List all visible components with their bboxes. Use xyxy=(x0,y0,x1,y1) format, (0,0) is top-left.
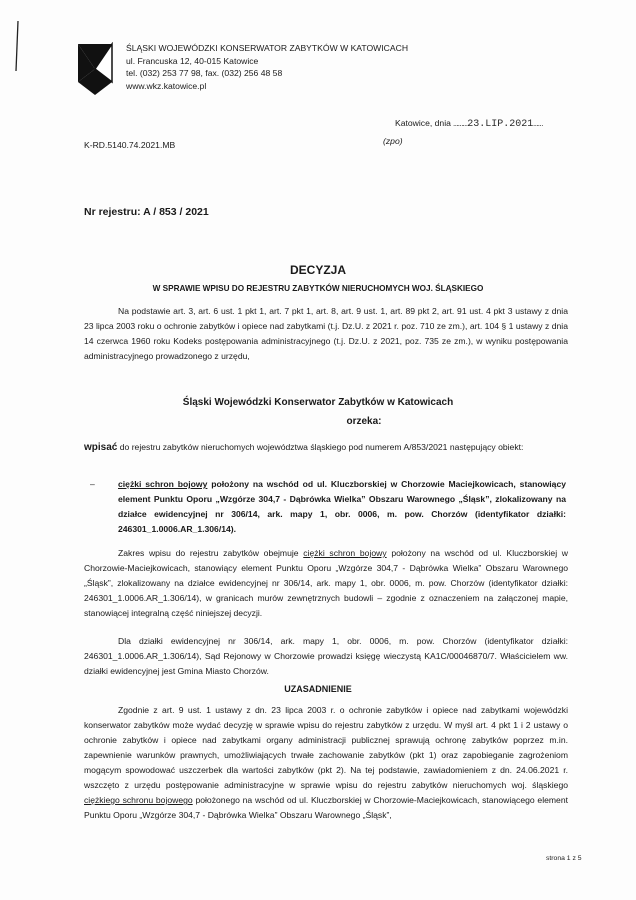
case-signature: K-RD.5140.74.2021.MB xyxy=(84,140,176,150)
justification-after: położonego na wschód od ul. Kluczborskiej w Chorzowie-Maciejkowicach, stanowiącego element Punktu Oporu „Wzgórze 304,7 - Dąbrówka Wielka” Obszaru Warownego „Śląsk”, xyxy=(84,795,568,820)
document-title: DECYZJA xyxy=(289,263,346,277)
scope-paragraph xyxy=(84,546,568,621)
date-stamp: 23.LIP.2021 xyxy=(467,119,534,130)
margin-pen-mark xyxy=(14,20,20,72)
justification-paragraph xyxy=(84,703,568,823)
object-name: ciężki schron bojowy xyxy=(118,479,208,489)
institution-phone: tel. (032) 253 77 98, fax. (032) 256 48 58 xyxy=(126,68,283,78)
land-register-paragraph: Dla działki ewidencyjnej nr 306/14, ark. mapy 1, obr. 0006, m. pow. Chorzów (identyfikator działki: 246301_1.0006.AR_1.306/14), Sąd Rejonowy w Chorzowie prowadzi księgę wieczystą KA1C/00046870/7. Właścicielem ww. działki ewidencyjnej jest Gmina Miasto Chorzów. xyxy=(84,636,568,676)
registry-number xyxy=(84,206,209,218)
registry-value: A / 853 / 2021 xyxy=(143,206,209,218)
registry-label: Nr rejestru: xyxy=(84,206,141,218)
scope-before: Zakres wpisu do rejestru zabytków obejmuje xyxy=(118,548,304,558)
date-dots-before: ……… xyxy=(453,119,468,129)
ruling-word: orzeka: xyxy=(346,416,382,427)
entry-verb: wpisać xyxy=(84,442,118,453)
date-line xyxy=(395,118,543,130)
issuing-authority: Śląski Wojewódzki Konserwator Zabytków w Katowicach xyxy=(182,397,454,408)
scope-after: położony na wschód od ul. Kluczborskiej w Chorzowie-Maciejkowicach, stanowiący element Punktu Oporu „Wzgórze 304,7 - Dąbrówka Wielka” Obszaru Warownego „Śląsk”, zlokalizowany na działce ewidencyjnej nr 306/14, ark. mapy 1, obr. 0006, m. pow. Chorzów (identyfikator działki: 246301_1.0006.AR_1.306/14), w granicach murów zewnętrznych budowli – zgodnie z oznaczeniem na załączonej mapie, stanowiącej integralną część niniejszej decyzji. xyxy=(84,548,568,618)
bullet-dash: – xyxy=(90,479,95,489)
institution-website: www.wkz.katowice.pl xyxy=(126,80,207,91)
object-description xyxy=(90,477,567,537)
justification-heading: UZASADNIENIE xyxy=(284,684,352,694)
entry-rest: do rejestru zabytków nieruchomych województwa śląskiego pod numerem A/853/2021 następujący obiekt: xyxy=(117,442,524,452)
institution-address: ul. Francuska 12, 40-015 Katowice xyxy=(126,55,259,66)
institution-name: ŚLĄSKI WOJEWÓDZKI KONSERWATOR ZABYTKÓW W KATOWICACH xyxy=(126,43,409,53)
zpo-note: (zpo) xyxy=(383,136,403,146)
document-subtitle: W SPRAWIE WPISU DO REJESTRU ZABYTKÓW NIERUCHOMYCH WOJ. ŚLĄSKIEGO xyxy=(152,284,484,293)
date-prefix: Katowice, dnia xyxy=(395,118,451,128)
page-number: strona 1 z 5 xyxy=(546,855,582,862)
scope-underlined: ciężki schron bojowy xyxy=(303,548,387,558)
institution-header xyxy=(126,42,408,92)
object-details: położony na wschód od ul. Kluczborskiej w Chorzowie Maciejkowicach, stanowiący element Punktu Oporu „Wzgórze 304,7 - Dąbrówka Wielka” Obszaru Warownego „Śląsk”, zlokalizowany na działce ewidencyjnej nr 306/14, ark. mapy 1, obr. 0006, m. pow. Chorzów (identyfikator działki: 246301_1.0006.AR_1.306/14). xyxy=(118,479,567,534)
justification-underlined: ciężkiego schronu bojowego xyxy=(84,795,193,805)
entry-paragraph xyxy=(84,440,568,455)
justification-before: Zgodnie z art. 9 ust. 1 ustawy z dn. 23 lipca 2003 r. o ochronie zabytków i opiece nad zabytkami wojewódzki konserwator zabytków może wydać decyzję w sprawie wpisu do rejestru zabytków z urzędu. W myśl art. 4 pkt 1 i 2 ustawy o ochronie zabytków i opiece nad zabytkami organy administracji publicznej sprawują ochronę zabytków poprzez m.in. zapewnienie warunków prawnych, umożliwiających trwałe zachowanie zabytków (pkt 1) oraz zapobieganie zagrożeniom mogącym spowodować uszczerbek dla wartości zabytków (pkt 2). Na tej podstawie, zawiadomieniem z dn. 24.06.2021 r. wszczęto z urzędu postępowanie administracyjne w sprawie wpisu do rejestru zabytków nieruchomych woj. śląskiego xyxy=(84,705,568,790)
legal-basis-paragraph: Na podstawie art. 3, art. 6 ust. 1 pkt 1, art. 7 pkt 1, art. 8, art. 9 ust. 1, art. 89 pkt 2, art. 91 ust. 4 pkt 3 ustawy z dnia 23 lipca 2003 roku o ochronie zabytków i opiece nad zabytkami (t.j. Dz.U. z 2021 r. poz. 710 ze zm.), art. 104 § 1 ustawy z dnia 14 czerwca 1960 roku Kodeks postępowania administracyjnego (t.j. Dz.U. z 2021, poz. 735 ze zm.), w wyniku postępowania administracyjnego prowadzonego z urzędu, xyxy=(84,306,568,361)
wkz-logo-icon xyxy=(76,42,114,96)
date-dots-after: …… xyxy=(533,119,543,129)
